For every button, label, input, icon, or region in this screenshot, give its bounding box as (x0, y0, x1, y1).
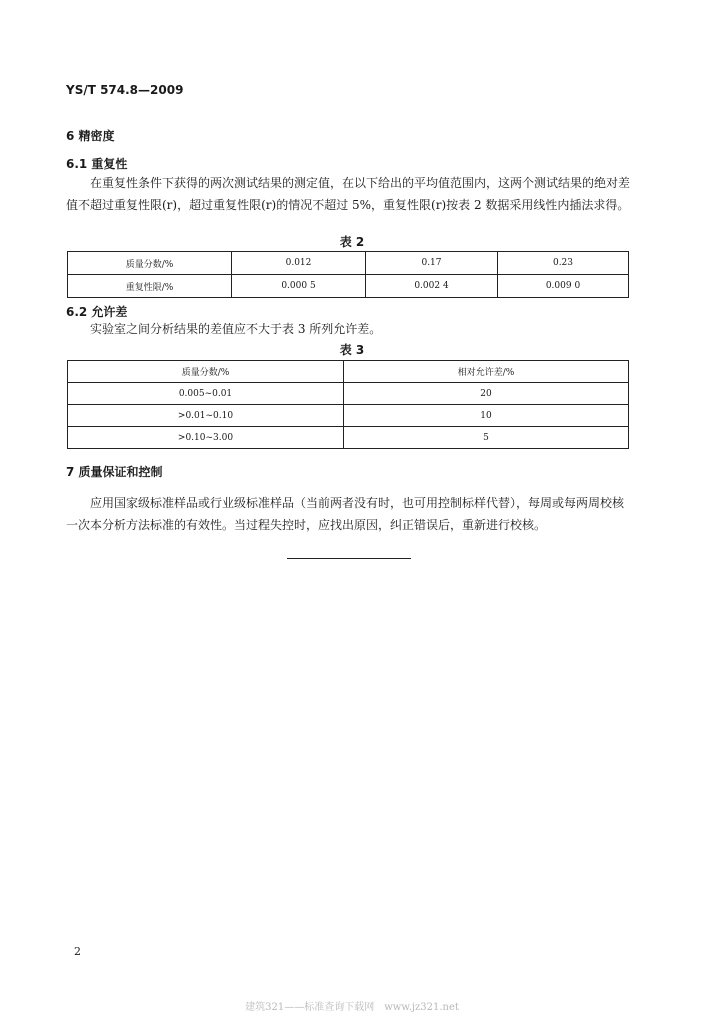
table-row (68, 405, 629, 427)
end-rule (287, 558, 411, 559)
table-cell: 0.012 (232, 252, 366, 275)
section-6-heading: 6 精密度 (66, 129, 115, 143)
page-number: 2 (74, 945, 81, 958)
table-cell: 0.23 (498, 252, 629, 275)
table-row (68, 252, 629, 275)
section-7-heading: 7 质量保证和控制 (66, 465, 163, 479)
table-3 (67, 360, 629, 449)
section-6-2-heading: 6.2 允许差 (66, 305, 128, 319)
table-cell: 20 (344, 383, 629, 405)
section-6-1-heading: 6.1 重复性 (66, 157, 128, 171)
table-cell: 质量分数/% (68, 252, 232, 275)
table-header-cell: 相对允许差/% (344, 361, 629, 383)
table-cell: >0.10~3.00 (68, 427, 344, 449)
section-6-2-paragraph: 实验室之间分析结果的差值应不大于表 3 所列允许差。 (90, 322, 382, 336)
table-cell: 0.005~0.01 (68, 383, 344, 405)
table-row (68, 275, 629, 298)
table-cell: 10 (344, 405, 629, 427)
table-cell: 0.002 4 (366, 275, 498, 298)
table-2 (67, 251, 629, 298)
table-cell: >0.01~0.10 (68, 405, 344, 427)
table-cell: 重复性限/% (68, 275, 232, 298)
document-code: YS/T 574.8—2009 (66, 83, 184, 97)
table-cell: 0.000 5 (232, 275, 366, 298)
table-2-caption: 表 2 (339, 235, 365, 249)
table-row (68, 427, 629, 449)
section-6-1-paragraph: 在重复性条件下获得的两次测试结果的测定值，在以下给出的平均值范围内，这两个测试结果的绝对差值不超过重复性限(r)，超过重复性限(r)的情况不超过 5%，重复性限(r)按表 2 数据采用线性内插法求得。 (66, 176, 631, 212)
table-3-caption: 表 3 (339, 343, 365, 357)
table-header-cell: 质量分数/% (68, 361, 344, 383)
section-7-paragraph: 应用国家级标准样品或行业级标准样品（当前两者没有时，也可用控制标样代替），每周或每两周校核一次本分析方法标准的有效性。当过程失控时，应找出原因，纠正错误后，重新进行校核。 (66, 496, 625, 532)
table-header-row (68, 361, 629, 383)
table-cell: 5 (344, 427, 629, 449)
footer-watermark: 建筑321——标准查询下载网 www.jz321.net (245, 1002, 459, 1013)
table-cell: 0.009 0 (498, 275, 629, 298)
table-cell: 0.17 (366, 252, 498, 275)
table-row (68, 383, 629, 405)
